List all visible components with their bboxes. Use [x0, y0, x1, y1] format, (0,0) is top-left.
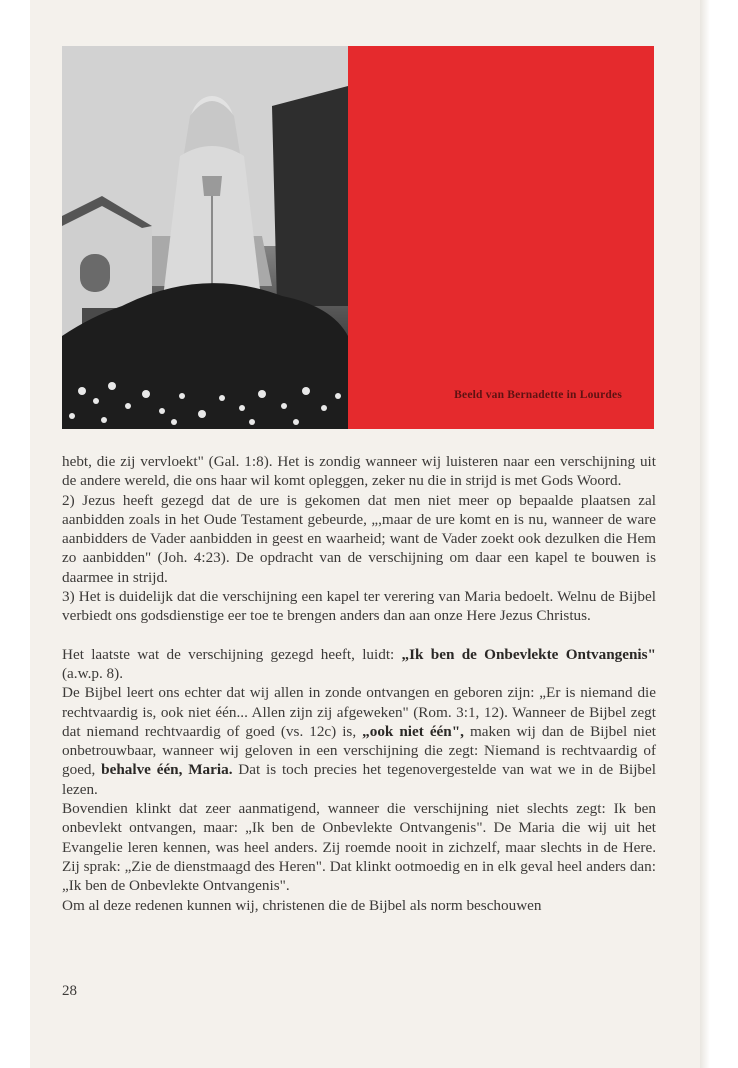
statue-photo	[62, 46, 348, 429]
statue-photo-illustration	[62, 46, 348, 429]
paragraph-2: 2) Jezus heeft gezegd dat de ure is gekomen dat men niet meer op bepaalde plaatsen zal aanbidden zoals in het Oude Testament gebeurde, „,maar de ure komt en is nu, wanneer de ware aanbidders de Vader aanbidden in geest en waarheid; want de Vader zoekt ook dezulken die Hem zo aanbidden" (Joh. 4:23). De opdracht van de verschijning om daar een kapel te bouwen is daarmee in strijd.	[62, 491, 656, 586]
quote-behalve-een-maria: behalve één, Maria.	[101, 761, 233, 779]
paragraph-7: Om al deze redenen kunnen wij, christenen die de Bijbel als norm beschouwen	[62, 896, 542, 914]
paragraph-6: Bovendien klinkt dat zeer aanmatigend, wanneer die verschijning niet slechts zegt: Ik ben onbevlekt ontvangen, maar: „Ik ben de Onbevlekte Ontvangenis". De Maria die wij uit het Evangelie leren kennen, was heel anders. Zij roemde nooit in zichzelf, maar slechts in de Here. Zij sprak: „Zie de dienstmaagd des Heren". Dat klinkt ootmoedig en in elk geval heel anders dan: „Ik ben de Onbevlekte Ontvangenis".	[62, 800, 656, 895]
paragraph-5-part3: Dat is toch precies het tegenovergestelde van wat we in de Bijbel lezen.	[62, 761, 656, 798]
paragraph-4-post: (a.w.p. 8).	[62, 664, 124, 682]
paragraph-5-part1: De Bijbel leert ons echter dat wij allen in zonde ontvangen en geboren zijn: „Er is niemand die rechtvaardig is, ook niet één... Allen zijn zij afgeweken" (Rom. 3:1, 12). Wanneer de Bijbel zegt dat niemand rechtvaardig of goed (vs. 12c) is,	[62, 684, 656, 740]
figure	[62, 46, 654, 429]
red-panel	[348, 46, 654, 429]
paragraph-1: hebt, die zij vervloekt" (Gal. 1:8). Het is zondig wanneer wij luisteren naar een verschijning uit de andere wereld, die ons haar wil komt opleggen, zeker nu die in strijd is met Gods Woord.	[62, 453, 656, 490]
paragraph-5	[62, 683, 656, 799]
quote-ook-niet-een: „ook niet één",	[362, 722, 464, 740]
page-edge	[700, 0, 710, 1068]
body-text	[62, 452, 656, 915]
quote-onbevlekte-ontvangenis: „Ik ben de Onbevlekte Ontvangenis"	[401, 645, 656, 663]
paragraph-4	[62, 645, 656, 684]
paragraph-4-pre: Het laatste wat de verschijning gezegd heeft, luidt:	[62, 645, 402, 663]
paragraph-5-part2: maken wij dan de Bijbel niet onbetrouwbaar, wanneer wij geloven in een verschijning die zegt: Niemand is rechtvaardig of goed,	[62, 722, 656, 779]
paragraph-3: 3) Het is duidelijk dat die verschijning een kapel ter verering van Maria bedoelt. Welnu de Bijbel verbiedt ons godsdienstige eer toe te brengen anders dan aan onze Here Jezus Christus.	[62, 588, 656, 625]
page-number: 28	[62, 983, 77, 999]
figure-caption: Beeld van Bernadette in Lourdes	[454, 389, 622, 401]
